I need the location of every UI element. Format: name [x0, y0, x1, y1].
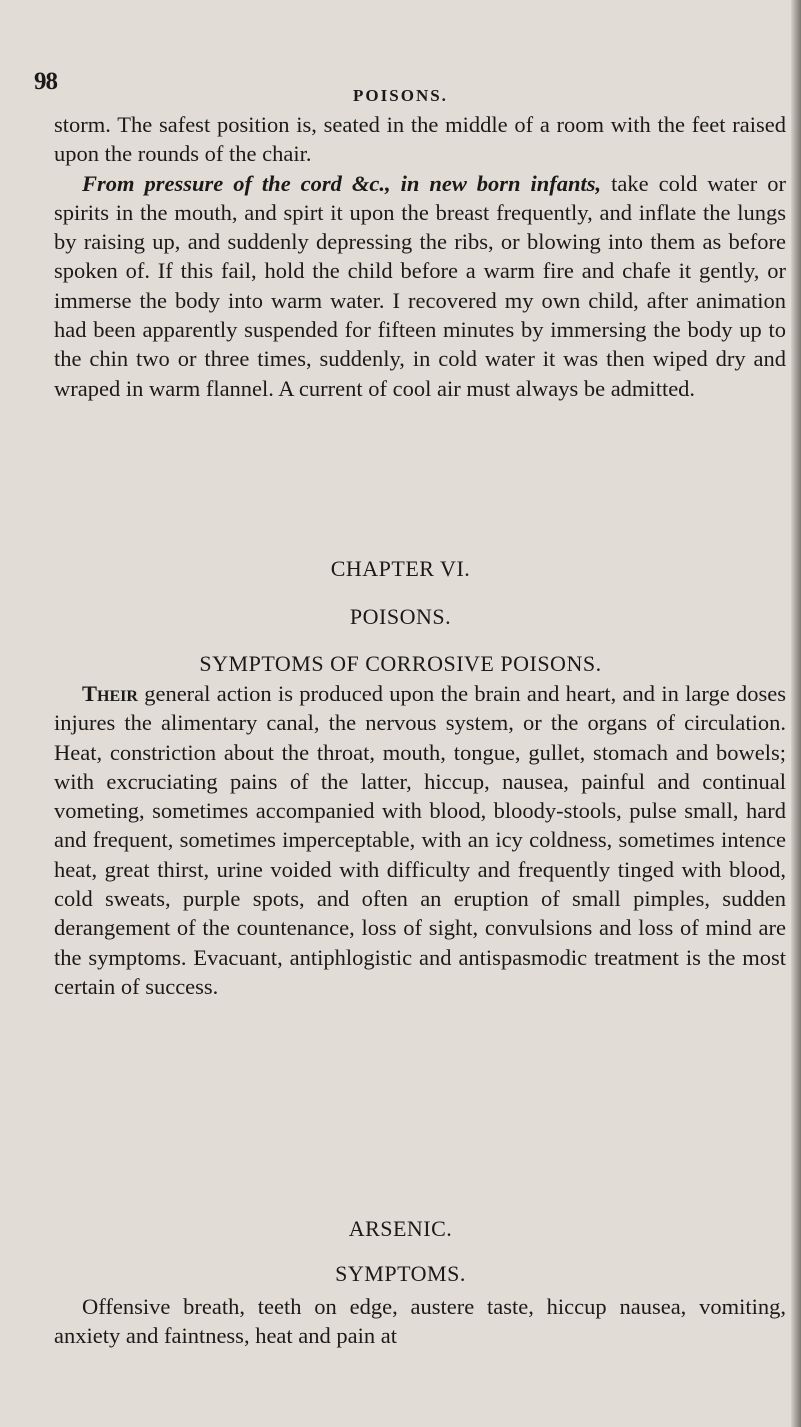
intro-paragraph-2-lead: From pressure of the cord &c., in new born infants, [82, 170, 602, 196]
arsenic-subtitle: SYMPTOMS. [335, 1261, 466, 1286]
chapter-subtitle: SYMPTOMS OF CORROSIVE POISONS. [199, 651, 602, 676]
intro-paragraph-2 [54, 169, 786, 403]
arsenic-paragraph: Offensive breath, teeth on edge, austere taste, hiccup nausea, vomiting, anxiety and faintness, heat and pain at [54, 1294, 786, 1349]
intro-paragraph-1: storm. The safest position is, seated in the middle of a room with the feet raised upon the rounds of the chair. [54, 112, 786, 167]
corrosive-poisons-section [54, 679, 786, 1001]
corrosive-poisons-lead: Their [82, 681, 138, 706]
intro-paragraph-2-text: take cold water or spirits in the mouth, and spirt it upon the breast frequently, and inflate the lungs by raising up, and suddenly depressing the ribs, or blowing into them as before spoken of. If this fail, hold the child before a warm fire and chafe it gently, or immerse the body into warm water. I recovered my own child, after animation had been apparently suspended for fifteen minutes by immersing the body up to the chin two or three times, suddenly, in cold water it was then wiped dry and wraped in warm flannel. A current of cool air must always be admitted. [54, 170, 786, 401]
page-edge-shadow [791, 0, 801, 1427]
chapter-title: POISONS. [349, 604, 452, 629]
arsenic-section [54, 1292, 786, 1351]
intro-section [54, 110, 786, 403]
corrosive-poisons-paragraph [54, 679, 786, 1001]
corrosive-poisons-text: general action is produced upon the brain and heart, and in large doses injures the alimentary canal, the nervous system, or the organs of circulation. Heat, constriction about the throat, mouth, tongue, gullet, stomach and bowels; with excruciating pains of the latter, hiccup, nausea, painful and continual vometing, sometimes accompanied with blood, bloody-stools, pulse small, hard and frequent, sometimes imperceptable, with an icy coldness, sometimes intence heat, great thirst, urine voided with difficulty and frequently tinged with blood, cold sweats, purple spots, and often an eruption of small pimples, sudden derangement of the countenance, loss of sight, convulsions and loss of mind are the symptoms. Evacuant, antiphlogistic and antispasmodic treatment is the most certain of success. [54, 681, 786, 999]
running-title: POISONS. [353, 86, 448, 105]
arsenic-title: ARSENIC. [348, 1216, 453, 1241]
chapter-number: CHAPTER VI. [330, 556, 471, 581]
page-number: 98 [34, 68, 57, 95]
